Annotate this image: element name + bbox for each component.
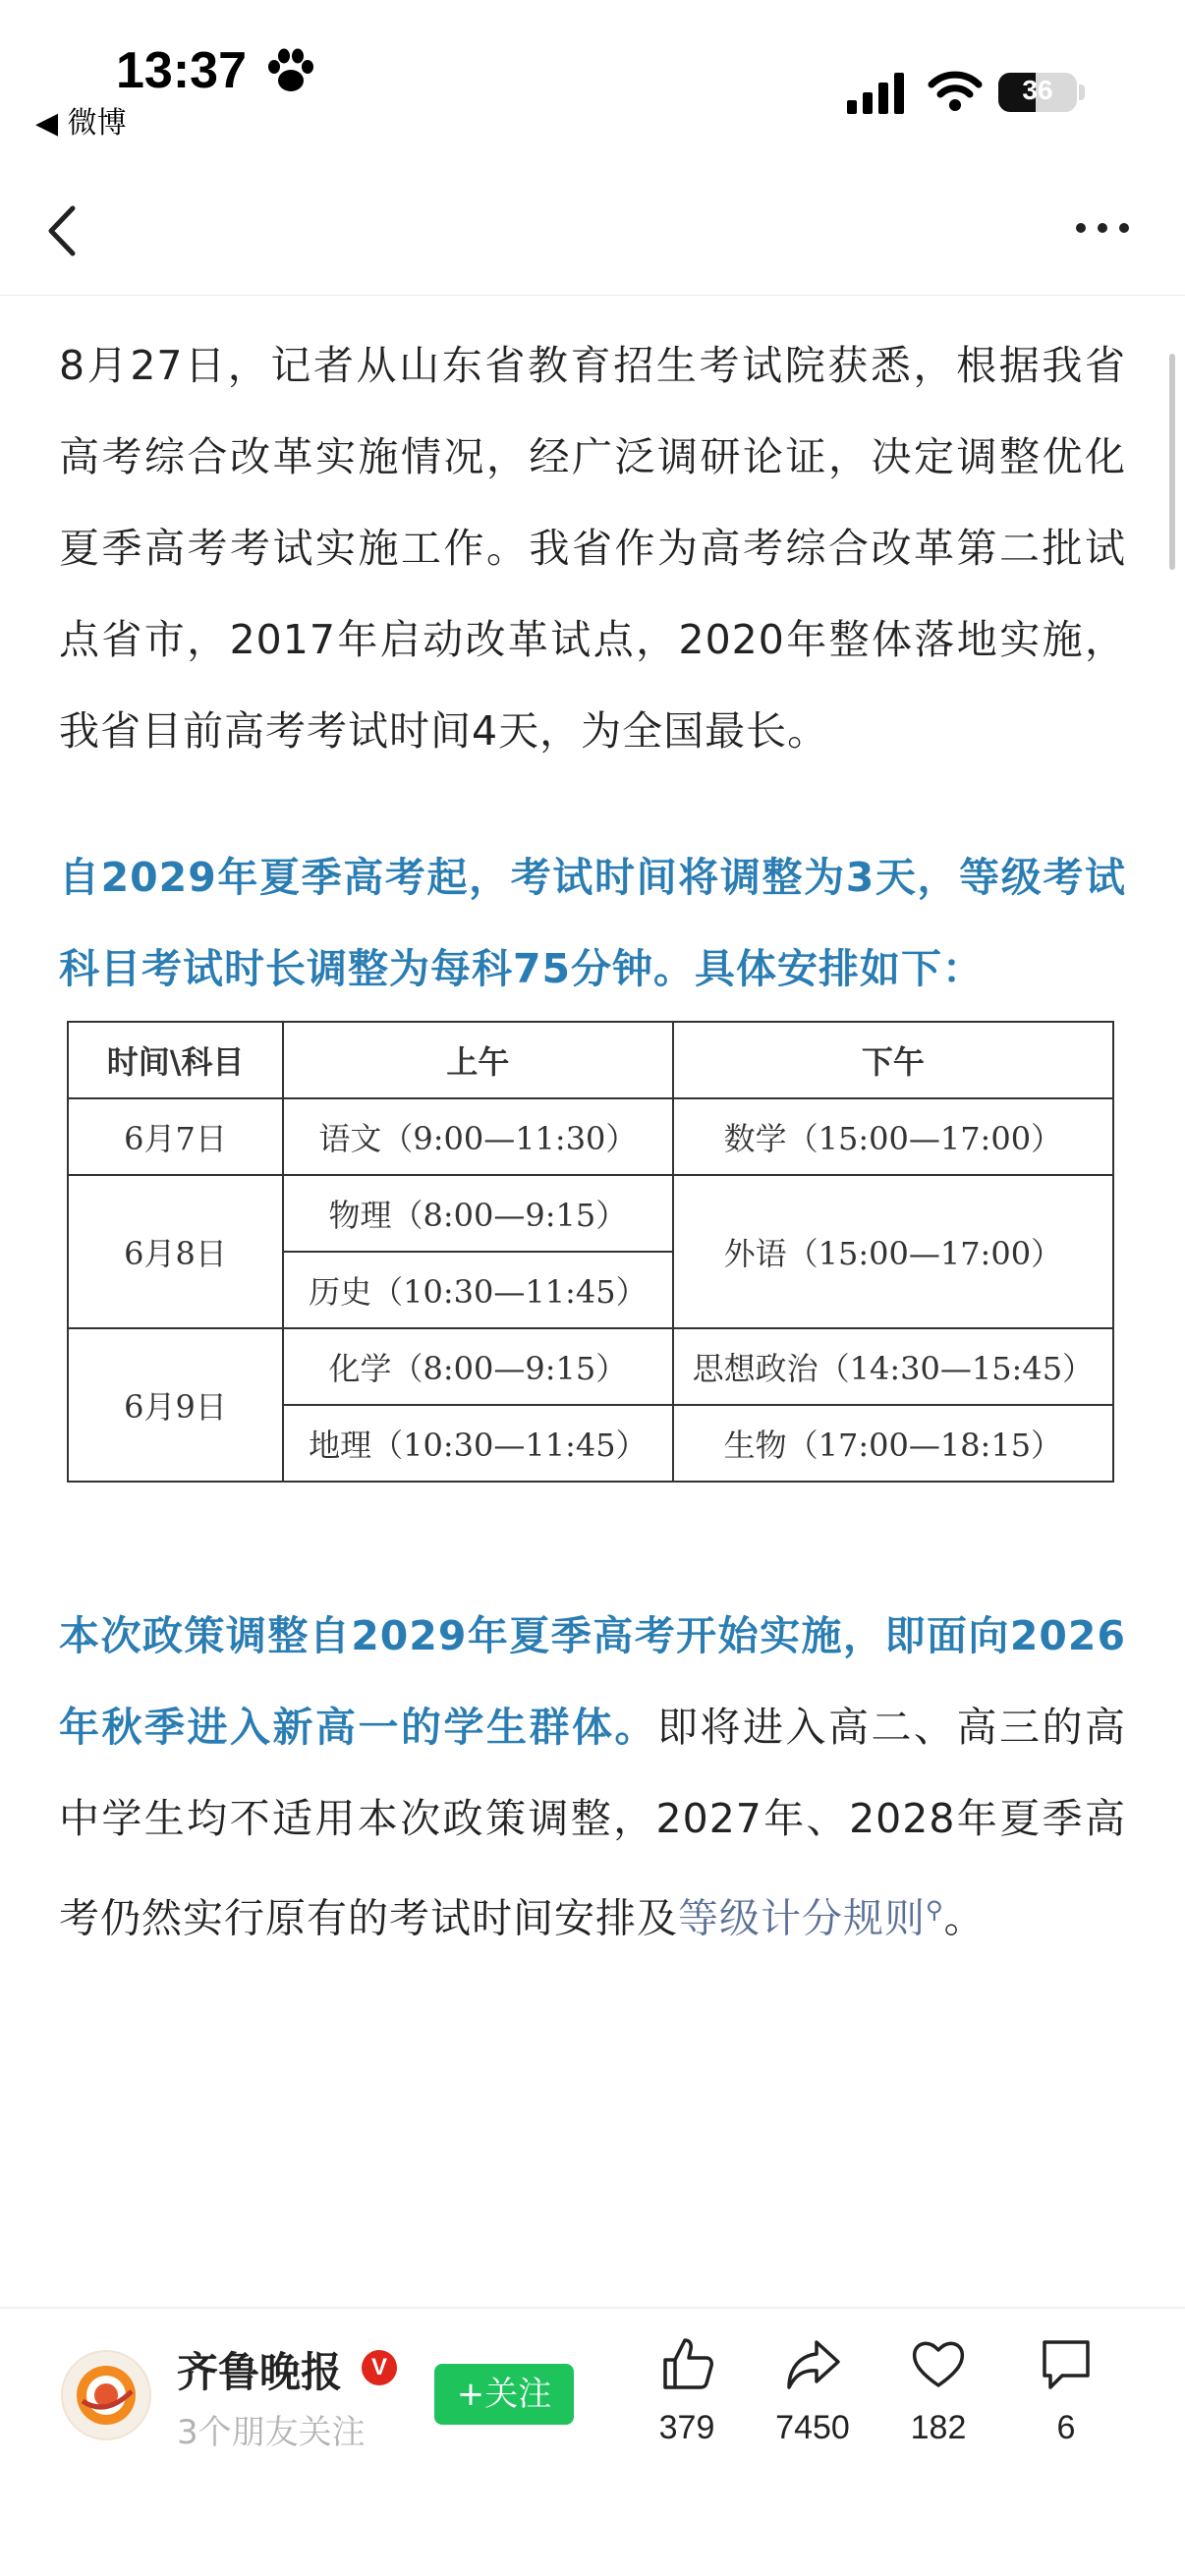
table-header-cell: 上午 (283, 1022, 673, 1098)
paragraph-3-text: 即将进入高二、高三的高中学生均不适用本次政策调整，2027年、2028年夏季高考仍然实行原有的考试时间安排及 (59, 1704, 1126, 1942)
search-icon[interactable]: ⚲ (926, 1896, 944, 1924)
battery-level: 36 (1022, 75, 1053, 105)
like-button[interactable] (633, 2334, 741, 2447)
follow-button[interactable]: +关注 (434, 2364, 574, 2425)
cellular-signal-icon (847, 73, 904, 114)
favorite-button[interactable] (884, 2334, 992, 2447)
heart-icon (909, 2334, 968, 2393)
article-body (59, 320, 1126, 1965)
article-paragraph-3 (59, 1591, 1126, 1965)
table-cell: 生物（17:00—18:15） (673, 1405, 1113, 1482)
table-cell: 化学（8:00—9:15） (283, 1328, 673, 1405)
status-time: 13:37 (116, 42, 247, 99)
nav-divider (0, 295, 1185, 296)
share-count: 7450 (775, 2409, 850, 2446)
article-paragraph-1: 8月27日，记者从山东省教育招生考试院获悉，根据我省高考综合改革实施情况，经广泛调研论证，决定调整优化夏季高考考试实施工作。我省作为高考综合改革第二批试点省市，2017年启动改革试点，2020年整体落地实施，我省目前高考考试时间4天，为全国最长。 (59, 342, 1126, 755)
battery-icon (998, 73, 1077, 112)
share-arrow-icon (783, 2334, 842, 2393)
paragraph-3-end: 。 (943, 1894, 986, 1942)
comment-button[interactable] (1012, 2334, 1120, 2447)
like-count: 379 (658, 2409, 715, 2446)
verified-badge-icon: V (362, 2350, 397, 2385)
wifi-icon (928, 69, 983, 112)
back-to-weibo-link[interactable]: ◀ 微博 (35, 106, 127, 140)
paw-icon (265, 47, 316, 94)
comment-bubble-icon (1037, 2334, 1096, 2393)
author-logo-icon (63, 2352, 149, 2438)
battery-tip (1079, 84, 1085, 100)
author-name[interactable]: 齐鲁晚报 (177, 2348, 343, 2396)
table-cell: 思想政治（14:30—15:45） (673, 1328, 1113, 1405)
scrollbar[interactable] (1169, 354, 1175, 570)
more-options-icon[interactable] (1073, 218, 1132, 238)
exam-schedule-table (67, 1021, 1114, 1483)
table-row (68, 1098, 1113, 1175)
back-arrow-icon[interactable] (39, 196, 88, 265)
table-header-cell: 下午 (673, 1022, 1113, 1098)
table-cell: 外语（15:00—17:00） (673, 1175, 1113, 1328)
author-avatar[interactable] (61, 2350, 151, 2440)
table-cell: 语文（9:00—11:30） (283, 1098, 673, 1175)
bottom-bar-divider (0, 2307, 1185, 2309)
table-row (68, 1175, 1113, 1252)
table-date-cell: 6月9日 (68, 1328, 283, 1482)
comment-count: 6 (1056, 2409, 1076, 2446)
thumbs-up-icon (657, 2334, 716, 2393)
favorite-count: 182 (910, 2409, 967, 2446)
table-cell: 地理（10:30—11:45） (283, 1405, 673, 1482)
friends-following-text: 3个朋友关注 (177, 2413, 366, 2452)
share-button[interactable] (759, 2334, 867, 2447)
table-cell: 历史（10:30—11:45） (283, 1252, 673, 1328)
status-bar (0, 0, 1185, 147)
table-date-cell: 6月8日 (68, 1175, 283, 1328)
table-cell: 数学（15:00—17:00） (673, 1098, 1113, 1175)
table-header-cell: 时间\科目 (68, 1022, 283, 1098)
scoring-rules-link[interactable]: 等级计分规则 (678, 1894, 926, 1942)
article-paragraph-2-highlight: 自2029年夏季高考起，考试时间将调整为3天，等级考试科目考试时长调整为每科75分钟。具体安排如下： (59, 854, 1126, 992)
table-date-cell: 6月7日 (68, 1098, 283, 1175)
table-cell: 物理（8:00—9:15） (283, 1175, 673, 1252)
paragraph-3-highlight: 本次政策调整自2029年夏季高考开始实施，即面向2026年秋季进入新高一的学生群体。 (59, 1612, 1126, 1751)
table-header-row (68, 1022, 1113, 1098)
table-row (68, 1328, 1113, 1405)
